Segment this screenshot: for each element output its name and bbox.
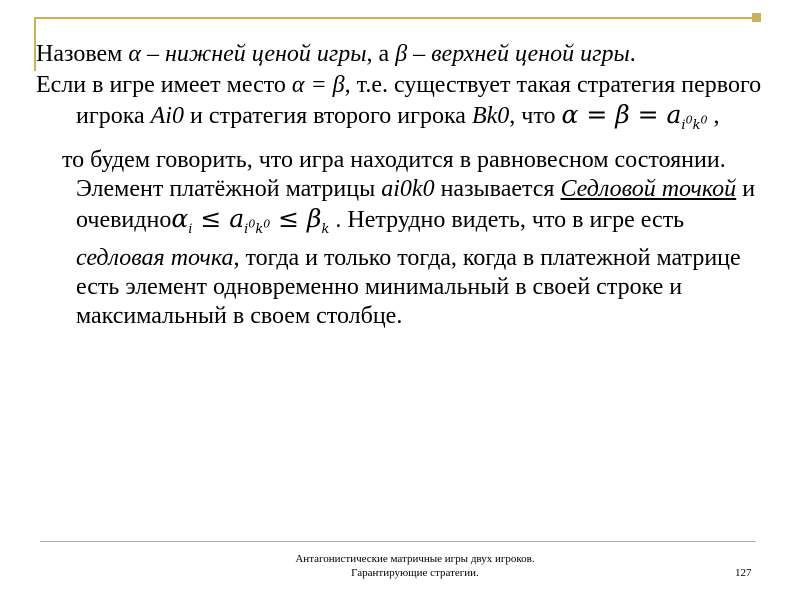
text: т.е. существует такая стратегия первого игрока	[76, 72, 762, 129]
inequality-saddle	[171, 204, 330, 237]
text: Назовем	[36, 41, 129, 67]
text: и стратегия второго игрока	[183, 103, 472, 129]
text: , тогда и только тогда, когда в платежной матрице есть элемент одновременно минимальный в своей строке и максимальный в своем столбце.	[76, 245, 741, 329]
paragraph-1	[36, 40, 776, 69]
paragraph-2	[36, 71, 776, 140]
math-text: ≤ β	[270, 204, 322, 233]
math-sup: 0	[248, 217, 256, 231]
math-text: α	[171, 204, 189, 233]
text-emphasis: седловая точка	[76, 245, 234, 271]
math-sup: 0	[685, 113, 693, 127]
slide-body	[36, 40, 776, 333]
footer-divider	[40, 541, 756, 542]
math-sub-k: k	[255, 222, 264, 237]
paragraph-3	[36, 146, 776, 331]
text: , что	[509, 103, 562, 129]
footer-title: Антагонистические матричные игры двух игроков. Гарантирующие стратегии.	[295, 553, 535, 579]
text: . Нетрудно видеть, что в игре есть	[329, 207, 685, 233]
math-subscript	[681, 113, 708, 133]
text: , а	[366, 41, 396, 67]
math-text: α = β = a	[561, 100, 682, 129]
text-emphasis: Bk0	[471, 103, 510, 129]
text: Если в игре имеет место	[36, 72, 292, 98]
equation-equilibrium	[561, 100, 708, 133]
text: и очевидно	[76, 176, 756, 233]
text-emphasis: α = β,	[291, 72, 351, 98]
math-sup: 0	[263, 217, 271, 231]
math-sub-i: i	[244, 222, 249, 237]
math-subscript: i	[188, 222, 193, 237]
math-subscript: k	[321, 222, 330, 237]
page-number: 127	[735, 567, 752, 579]
math-text: ≤ a	[192, 204, 245, 233]
decor-top-line	[36, 17, 752, 19]
math-sub-i: i	[681, 118, 686, 133]
text: ,	[707, 103, 720, 129]
text-emphasis-underlined: Седловой точкой	[560, 176, 737, 202]
math-sub-k: k	[692, 118, 701, 133]
text-emphasis: β – верхней ценой игры	[395, 41, 630, 67]
text-emphasis: α – нижней ценой игры	[128, 41, 367, 67]
math-subscript	[244, 217, 271, 237]
text-emphasis: ai0k0	[381, 176, 435, 202]
text-emphasis: Ai0	[150, 103, 184, 129]
text: то будем говорить, что игра находится в равновесном состоянии. Элемент платёжной матрицы	[62, 147, 726, 202]
text: называется	[434, 176, 561, 202]
text: .	[629, 41, 636, 67]
decor-square	[752, 13, 761, 22]
math-sup: 0	[700, 113, 708, 127]
